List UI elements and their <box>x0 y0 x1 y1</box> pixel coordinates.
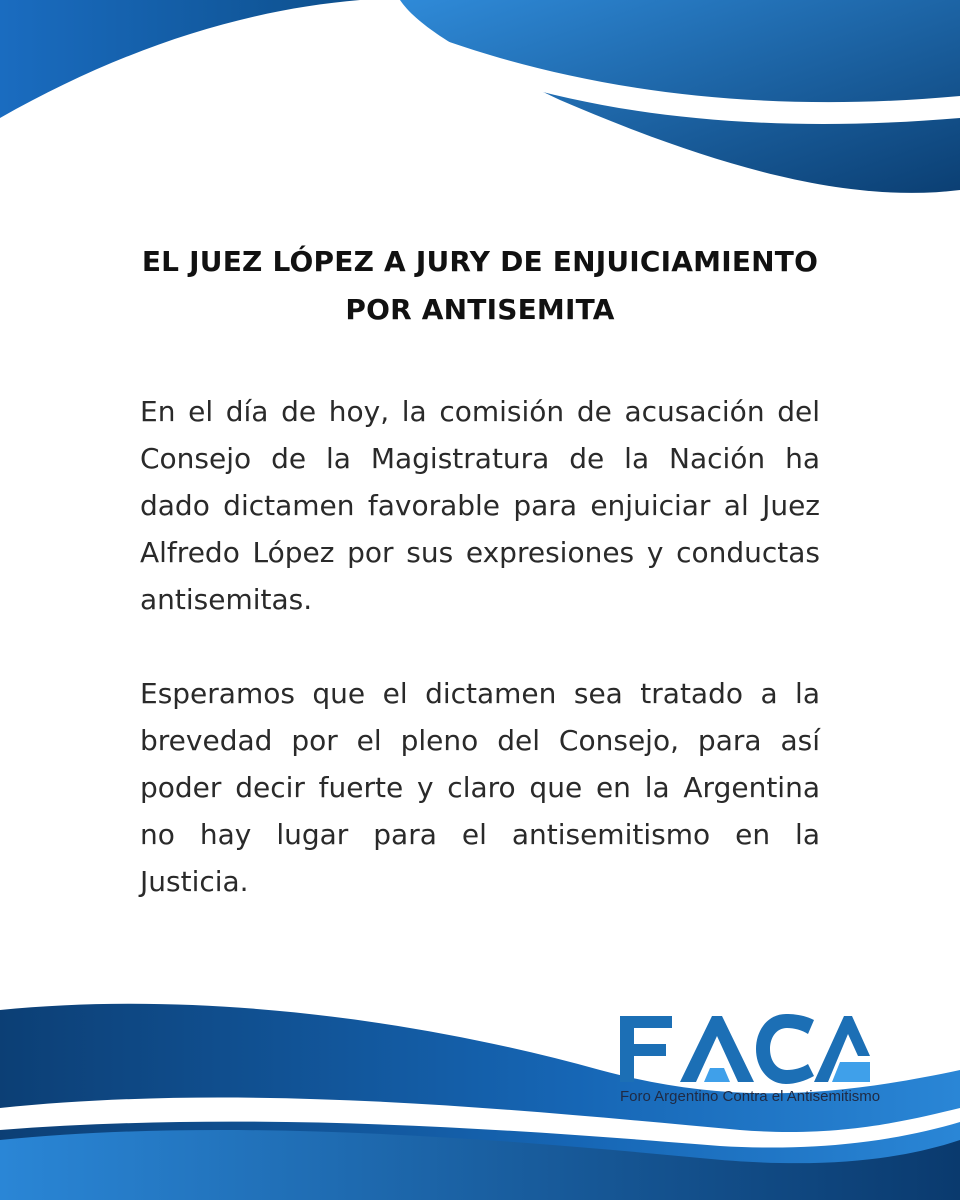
logo-letter-a2-accent <box>832 1062 870 1082</box>
faca-logo <box>612 1012 882 1112</box>
faca-wordmark <box>618 1012 870 1084</box>
paragraph-1: En el día de hoy, la comisión de acusación del Consejo de la Magistratura de la Nación ha dado dictamen favorable para enjuiciar al Juez Alfredo López por sus expresiones y conductas antisemitas. <box>140 395 820 616</box>
top-wave-left <box>0 0 360 118</box>
headline <box>140 238 820 334</box>
logo-tagline: Foro Argentino Contra el Antisemitismo <box>620 1088 881 1105</box>
logo-letter-f <box>620 1016 672 1082</box>
announcement-content <box>140 238 820 905</box>
logo-letter-c <box>756 1014 814 1084</box>
top-wave-decoration <box>0 0 960 210</box>
headline-line-2: POR ANTISEMITA <box>345 293 615 326</box>
headline-line-1: EL JUEZ LÓPEZ A JURY DE ENJUICIAMIENTO <box>141 245 819 278</box>
logo-letter-a1-accent <box>704 1068 730 1082</box>
paragraph-2: Esperamos que el dictamen sea tratado a la brevedad por el pleno del Consejo, para así poder decir fuerte y claro que en la Argentina no hay lugar para el antisemitismo en la Justicia. <box>140 677 820 898</box>
